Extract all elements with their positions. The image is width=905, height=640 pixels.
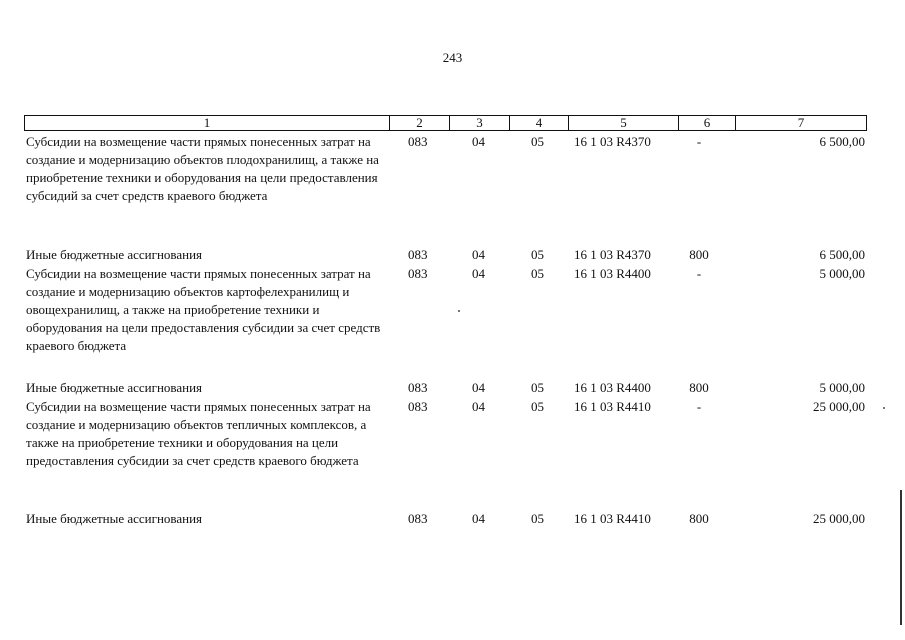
row-rz: 04 (472, 511, 485, 526)
row-csr: 16 1 03 R4400 (574, 380, 651, 395)
row-name: Субсидии на возмещение части прямых понесенных затрат на создание и модернизацию объектов плодохранилищ, а также на приобретение техники и оборудования на цели предоставления субсидий за счет средств краевого бюджета (26, 134, 379, 203)
row-grbs: 083 (408, 247, 428, 262)
column-header-4: 4 (510, 116, 569, 131)
column-header-1: 1 (25, 116, 390, 131)
page-number: 243 (442, 50, 463, 65)
row-name: Субсидии на возмещение части прямых понесенных затрат на создание и модернизацию объектов тепличных комплексов, а также на приобретение техники и оборудования на цели предоставления субсидии за счет средств краевого бюджета (26, 399, 371, 468)
row-sum: 5 000,00 (819, 266, 865, 281)
row-sum: 6 500,00 (819, 134, 865, 149)
row-pr: 05 (531, 134, 544, 149)
row-sum: 25 000,00 (813, 399, 865, 414)
row-pr: 05 (531, 511, 544, 526)
row-grbs: 083 (408, 134, 428, 149)
column-header-6: 6 (679, 116, 736, 131)
row-vr: - (696, 134, 702, 149)
row-pr: 05 (531, 399, 544, 414)
row-rz: 04 (472, 380, 485, 395)
row-pr: 05 (531, 266, 544, 281)
row-pr: 05 (531, 247, 544, 262)
row-vr: 800 (689, 511, 709, 526)
scan-speck (883, 407, 885, 409)
row-grbs: 083 (408, 399, 428, 414)
row-grbs: 083 (408, 266, 428, 281)
row-vr: 800 (689, 380, 709, 395)
row-pr: 05 (531, 380, 544, 395)
row-sum: 5 000,00 (819, 380, 865, 395)
row-grbs: 083 (408, 380, 428, 395)
row-csr: 16 1 03 R4410 (574, 511, 651, 526)
column-header-7: 7 (736, 116, 867, 131)
column-header-row (25, 116, 867, 131)
column-header-3: 3 (450, 116, 510, 131)
column-header-2: 2 (390, 116, 450, 131)
row-rz: 04 (472, 266, 485, 281)
column-header-5: 5 (569, 116, 679, 131)
row-vr: - (696, 399, 702, 414)
row-name: Субсидии на возмещение части прямых понесенных затрат на создание и модернизацию объектов картофелехранилищ и овощехранилищ, а также на приобретение техники и оборудования на цели предоставления субсидии за счет средств краевого бюджета (26, 266, 381, 353)
row-name: Иные бюджетные ассигнования (26, 247, 203, 262)
row-grbs: 083 (408, 511, 428, 526)
row-csr: 16 1 03 R4370 (574, 134, 651, 149)
row-name: Иные бюджетные ассигнования (26, 380, 203, 395)
row-sum: 25 000,00 (813, 511, 865, 526)
row-csr: 16 1 03 R4370 (574, 247, 651, 262)
scan-edge-line (900, 490, 902, 625)
row-rz: 04 (472, 399, 485, 414)
row-sum: 6 500,00 (819, 247, 865, 262)
row-name: Иные бюджетные ассигнования (26, 511, 203, 526)
scan-speck (458, 310, 460, 312)
row-vr: - (696, 266, 702, 281)
row-vr: 800 (689, 247, 709, 262)
row-csr: 16 1 03 R4400 (574, 266, 651, 281)
row-csr: 16 1 03 R4410 (574, 399, 651, 414)
row-rz: 04 (472, 134, 485, 149)
row-rz: 04 (472, 247, 485, 262)
column-header-table (24, 115, 867, 131)
